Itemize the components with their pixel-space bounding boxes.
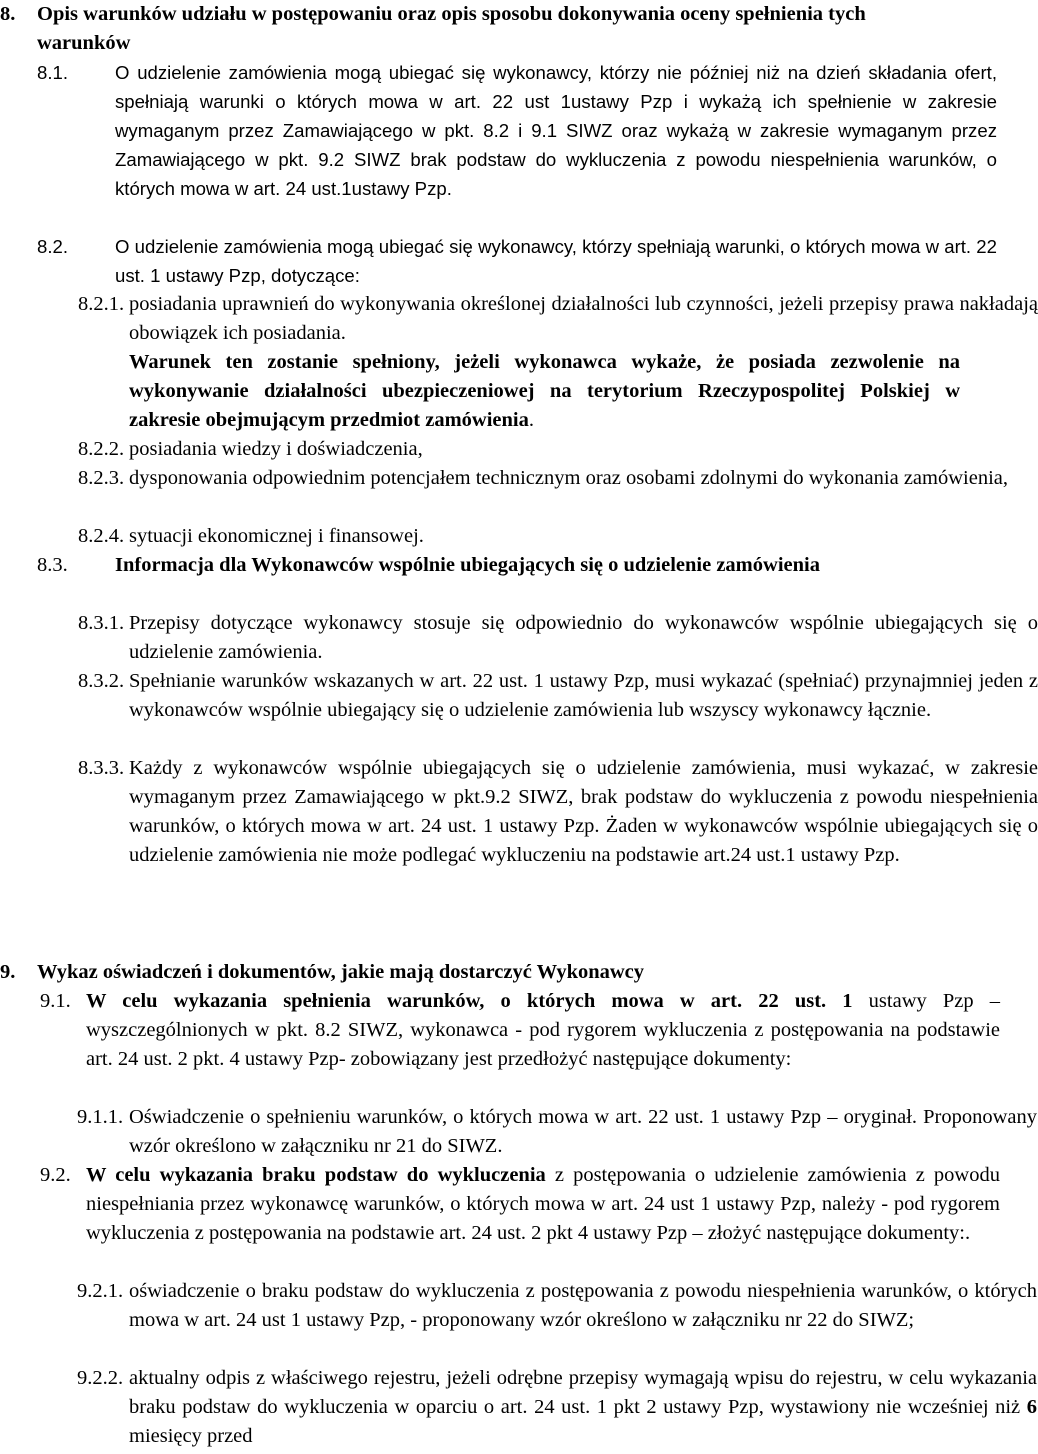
section-title: Opis warunków udziału w postępowaniu oraz opis sposobu dokonywania oceny spełnienia tych warunków	[37, 3, 866, 54]
item-number: 8.2.3.	[78, 467, 125, 489]
paragraph-9-2	[0, 1161, 1000, 1248]
item-text: dysponowania odpowiednim potencjałem technicznym oraz osobami zdolnymi do wykonania zamówienia,	[129, 467, 1008, 489]
item-8-3-3	[0, 754, 1038, 870]
item-text: Każdy z wykonawców wspólnie ubiegających się o udzielenie zamówienia, musi wykazać, w zakresie wymaganym przez Zamawiającego w pkt.9.2 SIWZ, brak podstaw do wykluczenia z powodu niespełnienia warunków, o których mowa w art. 24 ust. 1 ustawy Pzp. Żaden w wykonawców wspólnie ubiegających się o udzielenie zamówienia nie może podlegać wykluczeniu na podstawie art.24 ust.1 ustawy Pzp.	[129, 757, 1038, 866]
item-9-2-1	[0, 1277, 1037, 1335]
condition-note-text: Warunek ten zostanie spełniony, jeżeli wykonawca wykaże, że posiada zezwolenie na wykonywanie działalności ubezpieczeniowej na terytorium Rzeczypospolitej Polskiej w zakresie obejmującym przedmiot zamówienia	[129, 351, 960, 431]
item-number: 8.3.1.	[78, 612, 125, 634]
item-number: 8.3.2.	[78, 670, 125, 692]
section-9-heading	[0, 958, 960, 987]
paragraph-number: 8.1.	[37, 62, 69, 83]
paragraph-8-3	[0, 551, 997, 580]
paragraph-number: 8.3.	[37, 554, 68, 576]
item-text	[129, 1364, 1037, 1451]
item-number: 9.2.1.	[77, 1280, 124, 1302]
item-number: 8.3.3.	[78, 757, 125, 779]
section-number: 9.	[0, 961, 16, 983]
item-8-2-3	[0, 464, 1038, 493]
item-text: sytuacji ekonomicznej i finansowej.	[129, 525, 424, 547]
section-title: Wykaz oświadczeń i dokumentów, jakie mają dostarczyć Wykonawcy	[37, 961, 645, 983]
item-9-2-2	[0, 1364, 1037, 1451]
item-text-bold-number: 6	[1026, 1396, 1037, 1418]
condition-note	[0, 348, 960, 435]
item-8-2-2	[0, 435, 1038, 464]
item-text: oświadczenie o braku podstaw do wykluczenia z postępowania z powodu niespełnienia warunków, o których mowa w art. 24 ust 1 ustawy Pzp, - proponowany wzór określono w załączniku nr 22 do SIWZ;	[129, 1280, 1037, 1331]
item-number: 8.2.2.	[78, 438, 125, 460]
item-9-1-1	[0, 1103, 1037, 1161]
paragraph-9-1	[0, 987, 1000, 1074]
section-8-heading	[0, 0, 960, 58]
item-text-end: miesięcy przed	[129, 1425, 253, 1447]
item-8-3-2	[0, 667, 1038, 725]
item-8-3-1	[0, 609, 1038, 667]
paragraph-title: Informacja dla Wykonawców wspólnie ubiegających się o udzielenie zamówienia	[115, 554, 820, 576]
paragraph-text	[86, 1161, 1000, 1248]
paragraph-8-1	[0, 58, 997, 203]
paragraph-8-2	[0, 232, 997, 290]
paragraph-rest: z postępowania o udzielenie zamówienia z powodu niespełniania przez wykonawcę warunków, o których mowa w art. 24 ust 1 ustawy Pzp, należy - pod rygorem wykluczenia z postępowania na podstawie art. 24 ust. 2 pkt 4 ustawy Pzp – złożyć następujące dokumenty:.	[86, 1164, 1000, 1244]
item-number: 9.1.1.	[77, 1106, 124, 1128]
item-text: Przepisy dotyczące wykonawcy stosuje się odpowiednio do wykonawców wspólnie ubiegających się o udzielenie zamówienia.	[129, 612, 1038, 663]
paragraph-lead: W celu wykazania spełnienia warunków, o których mowa w art. 22 ust. 1	[86, 990, 853, 1012]
item-number: 8.2.4.	[78, 525, 125, 547]
section-number: 8.	[0, 3, 16, 25]
paragraph-number: 9.2.	[40, 1164, 71, 1186]
item-text-main: aktualny odpis z właściwego rejestru, jeżeli odrębne przepisy wymagają wpisu do rejestru, w celu wykazania braku podstaw do wykluczenia w oparciu o art. 24 ust. 1 pkt 2 ustawy Pzp, wystawiony nie wcześniej niż	[129, 1367, 1037, 1418]
item-number: 8.2.1.	[78, 293, 125, 315]
paragraph-lead: W celu wykazania braku podstaw do wykluczenia	[86, 1164, 546, 1186]
item-8-2-4	[0, 522, 1038, 551]
item-text: posiadania uprawnień do wykonywania określonej działalności lub czynności, jeżeli przepisy prawa nakładają obowiązek ich posiadania.	[129, 293, 1038, 344]
paragraph-text: O udzielenie zamówienia mogą ubiegać się wykonawcy, którzy spełniają warunki, o których mowa w art. 22 ust. 1 ustawy Pzp, dotyczące:	[115, 236, 997, 286]
item-text: Oświadczenie o spełnieniu warunków, o których mowa w art. 22 ust. 1 ustawy Pzp – oryginał. Proponowany wzór określono w załączniku nr 21 do SIWZ.	[129, 1106, 1037, 1157]
item-8-2-1	[0, 290, 1038, 348]
paragraph-number: 8.2.	[37, 236, 69, 257]
item-number: 9.2.2.	[77, 1367, 124, 1389]
paragraph-text: O udzielenie zamówienia mogą ubiegać się wykonawcy, którzy nie później niż na dzień składania ofert, spełniają warunki o których mowa w art. 22 ust 1ustawy Pzp i wykażą ich spełnienie w zakresie wymaganym przez Zamawiającego w pkt. 8.2 i 9.1 SIWZ oraz wykażą w zakresie wymaganym przez Zamawiającego w pkt. 9.2 SIWZ brak podstaw do wykluczenia z powodu niespełnienia warunków, o których mowa w art. 24 ust.1ustawy Pzp.	[115, 62, 997, 199]
paragraph-rest: ustawy Pzp – wyszczególnionych w pkt. 8.2 SIWZ, wykonawca - pod rygorem wykluczenia z postępowania na podstawie art. 24 ust. 2 pkt. 4 ustawy Pzp- zobowiązany jest przedłożyć następujące dokumenty:	[86, 990, 1001, 1070]
paragraph-text	[86, 987, 1000, 1074]
item-text: Spełnianie warunków wskazanych w art. 22 ust. 1 ustawy Pzp, musi wykazać (spełniać) przynajmniej jeden z wykonawców wspólnie ubiegający się o udzielenie zamówienia lub wszyscy wykonawcy łącznie.	[129, 670, 1038, 721]
condition-note-period: .	[528, 409, 534, 431]
item-text: posiadania wiedzy i doświadczenia,	[129, 438, 423, 460]
paragraph-number: 9.1.	[40, 990, 71, 1012]
